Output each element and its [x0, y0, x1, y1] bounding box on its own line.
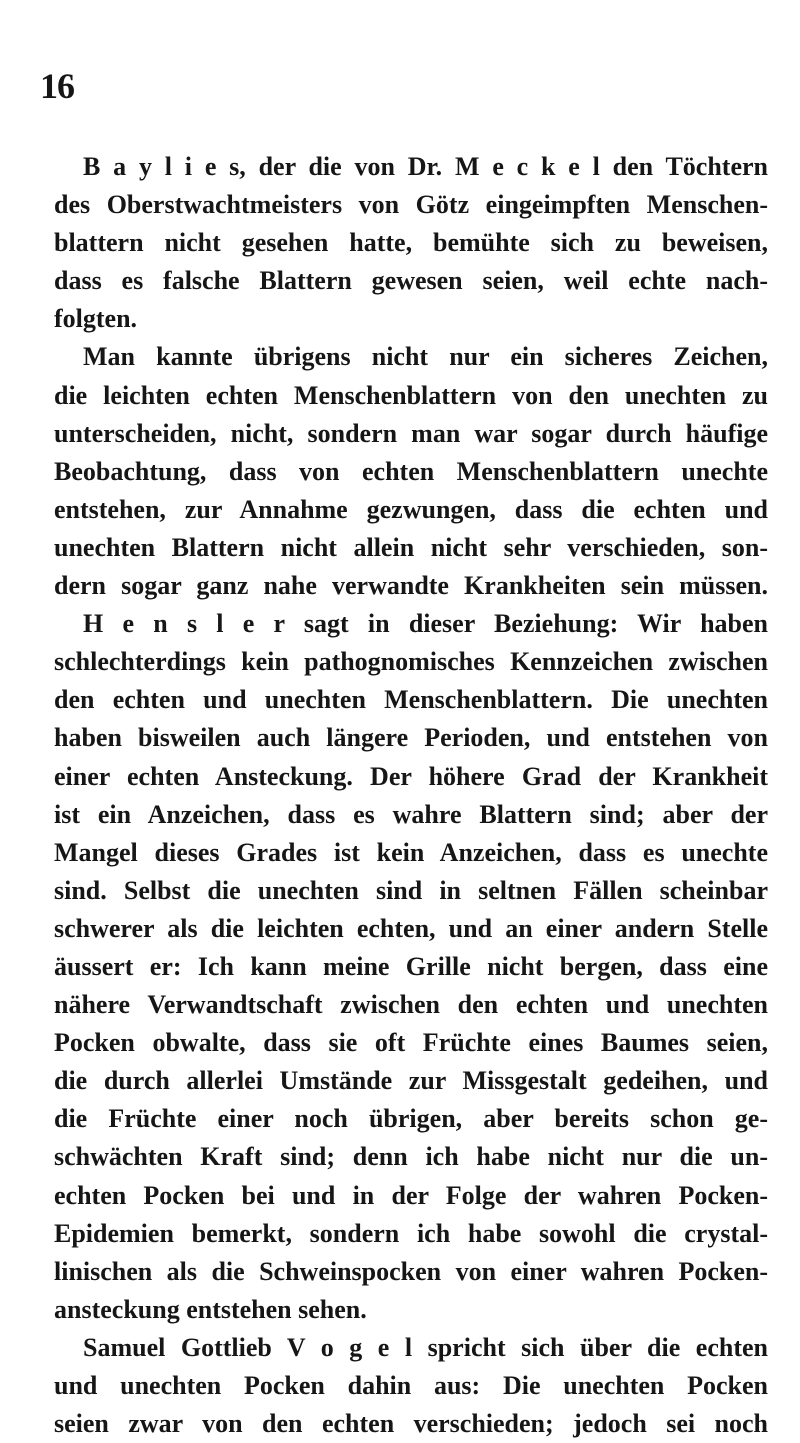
text-line: äussert er: Ich kann meine Grille nicht bergen, dass eine — [54, 951, 768, 981]
text-line: Samuel Gottlieb V o g e l spricht sich über die echten — [83, 1332, 768, 1362]
text-line: nähere Verwandtschaft zwischen den echten und unechten — [54, 990, 768, 1020]
text-line: den echten und unechten Menschenblattern. Die unechten — [54, 685, 768, 715]
text-line: blattern nicht gesehen hatte, bemühte sich zu beweisen, — [54, 228, 768, 258]
text-line: schlechterdings kein pathognomisches Kennzeichen zwischen — [54, 647, 768, 677]
text-line: Pocken obwalte, dass sie oft Früchte eines Baumes seien, — [54, 1028, 768, 1058]
text-line: die Früchte einer noch übrigen, aber bereits schon ge- — [54, 1104, 768, 1134]
text-line: Man kannte übrigens nicht nur ein sicheres Zeichen, — [83, 342, 768, 372]
text-line: schwerer als die leichten echten, und an einer andern Stelle — [54, 913, 768, 943]
text-line: dass es falsche Blattern gewesen seien, weil echte nach- — [54, 266, 768, 296]
text-line: ist ein Anzeichen, dass es wahre Blattern sind; aber der — [54, 799, 768, 829]
text-line: ansteckung entstehen sehen. — [54, 1294, 367, 1324]
text-line: des Oberstwachtmeisters von Götz eingeimpften Menschen- — [54, 190, 768, 220]
text-line: H e n s l e r sagt in dieser Beziehung: Wir haben — [83, 609, 768, 639]
text-line: seien zwar von den echten verschieden; jedoch sei noch — [54, 1409, 768, 1439]
text-line: echten Pocken bei und in der Folge der wahren Pocken- — [54, 1180, 768, 1210]
text-line: Beobachtung, dass von echten Menschenblattern unechte — [54, 456, 768, 486]
text-line: unterscheiden, nicht, sondern man war sogar durch häufige — [54, 418, 768, 448]
text-line: die leichten echten Menschenblattern von den unechten zu — [54, 380, 768, 410]
text-line: dern sogar ganz nahe verwandte Krankheiten sein müssen. — [54, 571, 768, 601]
text-line: sind. Selbst die unechten sind in seltnen Fällen scheinbar — [54, 875, 768, 905]
text-line: linischen als die Schweinspocken von einer wahren Pocken- — [54, 1256, 768, 1286]
text-line: schwächten Kraft sind; denn ich habe nicht nur die un- — [54, 1142, 768, 1172]
text-line: einer echten Ansteckung. Der höhere Grad der Krankheit — [54, 761, 768, 791]
text-line: haben bisweilen auch längere Perioden, und entstehen von — [54, 723, 768, 753]
text-line: Epidemien bemerkt, sondern ich habe sowohl die crystal- — [54, 1218, 768, 1248]
text-line: Mangel dieses Grades ist kein Anzeichen, dass es unechte — [54, 837, 768, 867]
text-line: unechten Blattern nicht allein nicht sehr verschieden, son- — [54, 532, 768, 562]
body-text — [54, 148, 768, 1443]
page-number: 16 — [40, 66, 74, 106]
text-line: B a y l i e s, der die von Dr. M e c k e l den Töchtern — [83, 152, 768, 181]
text-line: die durch allerlei Umstände zur Missgestalt gedeihen, und — [54, 1066, 768, 1096]
text-line: und unechten Pocken dahin aus: Die unechten Pocken — [54, 1371, 768, 1400]
text-line: entstehen, zur Annahme gezwungen, dass die echten und — [54, 494, 768, 524]
text-line: folgten. — [54, 304, 138, 334]
